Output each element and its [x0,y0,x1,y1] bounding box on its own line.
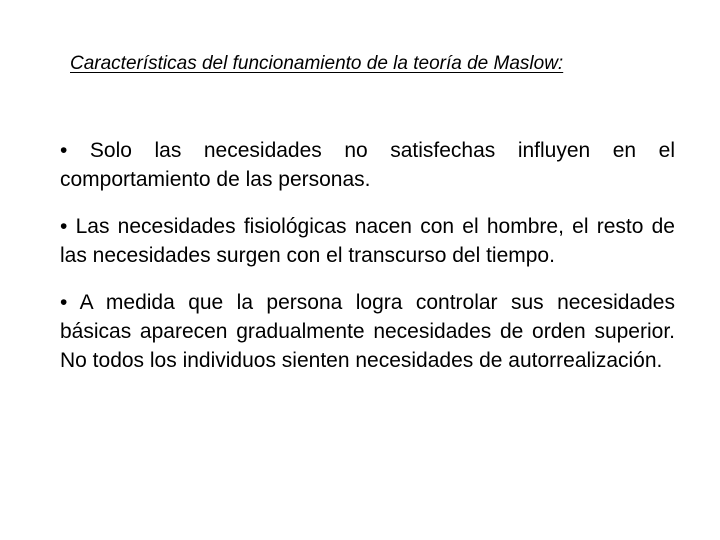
bullet-mark: • [60,215,68,238]
bullet-item [60,288,675,375]
bullet-mark: • [60,291,68,314]
bullet-mark: • [60,139,68,162]
slide-title: Características del funcionamiento de la teoría de Maslow: [70,53,564,74]
bullet-item [60,212,675,270]
bullet-text: A medida que la persona logra controlar sus necesidades básicas aparecen gradualmente necesidades de orden superior. No todos los individuos sienten necesidades de autorrealización. [60,291,675,372]
bullet-item [60,136,675,194]
bullet-text: Las necesidades fisiológicas nacen con el hombre, el resto de las necesidades surgen con el transcurso del tiempo. [60,215,675,267]
bullet-text: Solo las necesidades no satisfechas influyen en el comportamiento de las personas. [60,139,675,191]
bullet-list [60,136,675,393]
